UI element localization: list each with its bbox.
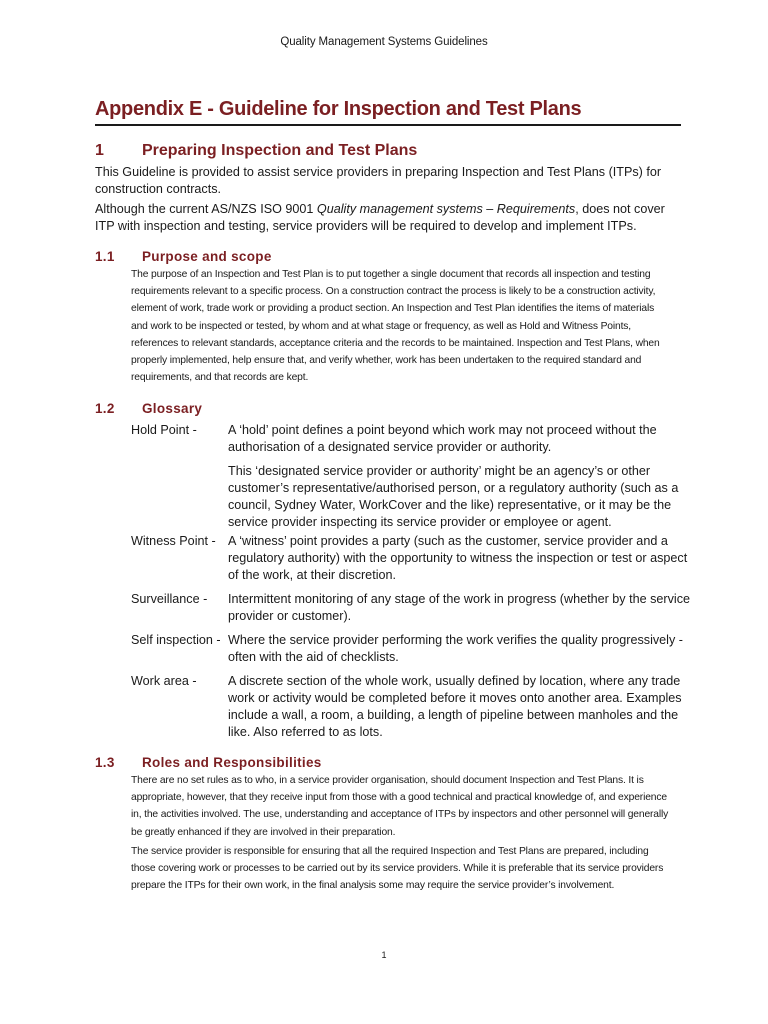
glossary-definition-surveillance: Intermittent monitoring of any stage of the work in progress (whether by the service provider or customer). <box>228 592 690 623</box>
section-1-1-heading <box>95 248 272 266</box>
section-title: Roles and Responsibilities <box>142 755 322 770</box>
glossary-definition-self-inspection: Where the service provider performing the work verifies the quality progressively - often with the aid of checklists. <box>228 633 683 664</box>
section-number: 1 <box>95 142 104 159</box>
section-1-3-heading <box>95 754 322 772</box>
appendix-title: Appendix E - Guideline for Inspection and Test Plans <box>95 96 681 126</box>
running-header: Quality Management Systems Guidelines <box>280 36 488 48</box>
section-title: Glossary <box>142 401 203 416</box>
glossary-term-self-inspection: Self inspection - <box>131 633 221 647</box>
section-number: 1.1 <box>95 249 115 264</box>
section-number: 1.3 <box>95 755 115 770</box>
section-1-3-paragraph-1: There are no set rules as to who, in a service provider organisation, should document Inspection and Test Plans. It is appropriate, however, that they receive input from those with a good technical and practical knowledge of, and experience in, the activities involved. The use, understanding and acceptance of ITPs by inspectors and other personnel will generally be greatly enhanced if they are involved in their preparation. <box>131 775 669 838</box>
section-title: Purpose and scope <box>142 249 272 264</box>
section-1-1-paragraph: The purpose of an Inspection and Test Plan is to put together a single document that records all inspection and testing requirements relevant to a specific process. On a construction contract the process is likely to be a construction activity, element of work, trade work or providing a product section. An Inspection and Test Plan identifies the items of materials and work to be inspected or tested, by whom and at what stage or frequency, as well as Hold and Witness Points, references to relevant standards, acceptance criteria and the records to be maintained. Inspection and Test Plans, when properly implemented, help ensure that, and verify whether, work has been undertaken to the required standard and requirements, and that records are kept. <box>131 269 660 384</box>
section-title: Preparing Inspection and Test Plans <box>142 142 418 159</box>
section-number: 1.2 <box>95 401 115 416</box>
glossary-definition-witness-point: A ‘witness’ point provides a party (such as the customer, service provider and a regulatory authority) with the opportunity to witness the inspection or test or aspect of the work, at their discretion. <box>228 534 688 582</box>
section-1-2-heading <box>95 400 202 418</box>
para-text: , does not cover ITP with inspection and testing, service providers will be required to develop and implement ITPs. <box>95 202 665 233</box>
section-1-heading <box>95 141 417 161</box>
para-text: Although the current AS/NZS ISO 9001 <box>95 202 317 216</box>
glossary-term-work-area: Work area - <box>131 674 197 688</box>
glossary-definition-hold-point-note: This ‘designated service provider or authority’ might be an agency’s or other customer’s representative/authorised person, or a regulatory authority (such as a council, Sydney Water, WorkCover and the like) representative, or it may be the service provider inspecting its service provider or employee or agent. <box>228 464 679 529</box>
glossary-definition-work-area: A discrete section of the whole work, usually defined by location, where any trade work or activity would be completed before it moves onto another area. Examples include a wall, a room, a building, a length of pipeline between manholes and the like. Also referred to as lots. <box>228 674 682 739</box>
page-number: 1 <box>381 950 387 960</box>
standard-title: Quality management systems – Requirements <box>316 202 576 216</box>
section-1-paragraph-1: This Guideline is provided to assist service providers in preparing Inspection and Test Plans (ITPs) for construction contracts. <box>95 165 662 196</box>
glossary-definition-hold-point: A ‘hold’ point defines a point beyond which work may not proceed without the authorisation of a designated service provider or authority. <box>228 423 657 454</box>
section-1-paragraph-2 <box>95 201 685 235</box>
glossary-term-hold-point: Hold Point - <box>131 423 197 437</box>
section-1-3-paragraph-2: The service provider is responsible for ensuring that all the required Inspection and Test Plans are prepared, including those covering work or processes to be carried out by its service providers. While it is preferable that its service providers prepare the ITPs for their own work, in the final analysis some may require the service provider’s involvement. <box>131 846 664 892</box>
glossary-term-witness-point: Witness Point - <box>131 534 216 548</box>
glossary-term-surveillance: Surveillance - <box>131 592 208 606</box>
